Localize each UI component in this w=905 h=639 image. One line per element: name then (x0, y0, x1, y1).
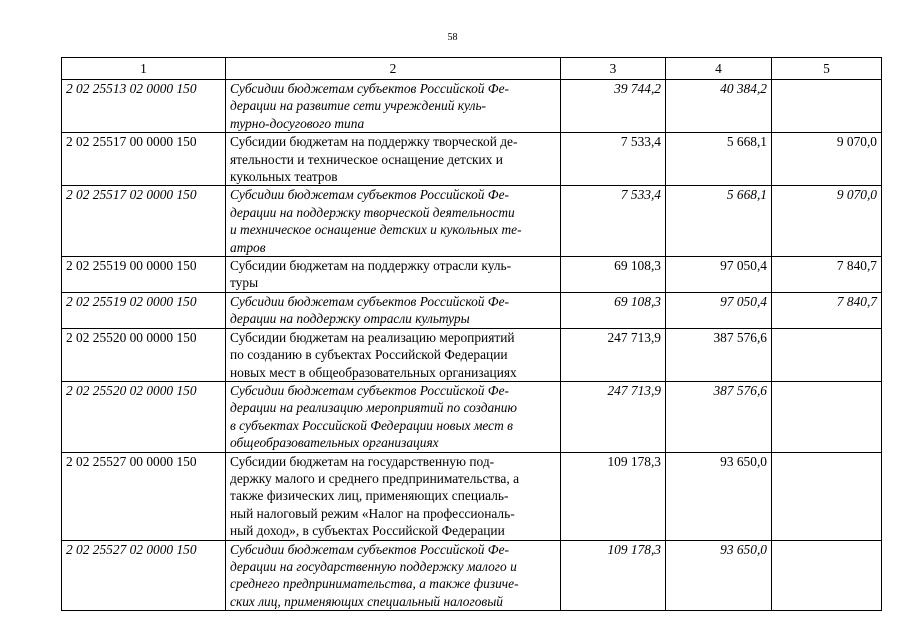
table-row (62, 381, 882, 452)
header-col-1: 1 (62, 58, 226, 80)
amount-col-4-cell: 387 576,6 (666, 381, 772, 452)
amount-col-5-cell: 9 070,0 (772, 186, 882, 257)
description-line: новых мест в общеобразовательных организациях (230, 364, 517, 380)
amount-col-3-cell: 69 108,3 (561, 292, 666, 328)
revenue-code-cell: 2 02 25520 00 0000 150 (62, 328, 226, 381)
amount-col-3-cell: 247 713,9 (561, 328, 666, 381)
amount-col-3-cell: 247 713,9 (561, 381, 666, 452)
description-line: Субсидии бюджетам на государственную под- (230, 453, 495, 469)
amount-col-3-cell: 7 533,4 (561, 186, 666, 257)
amount-col-3-cell: 39 744,2 (561, 80, 666, 133)
amount-col-5-cell: 7 840,7 (772, 257, 882, 293)
description-line: Субсидии бюджетам субъектов Российской Фе- (230, 81, 509, 96)
description-line: Субсидии бюджетам субъектов Российской Фе- (230, 541, 509, 557)
description-line: Субсидии бюджетам на поддержку творческой де- (230, 134, 518, 150)
revenue-description-cell (226, 133, 561, 186)
table-row (62, 133, 882, 186)
description-line: по созданию в субъектах Российской Федерации (230, 347, 508, 363)
description-line: Субсидии бюджетам субъектов Российской Фе- (230, 382, 509, 398)
revenue-description-cell (226, 381, 561, 452)
revenue-code-cell: 2 02 25517 00 0000 150 (62, 133, 226, 186)
description-line: дерации на поддержку творческой деятельности (230, 204, 515, 220)
amount-col-5-cell: 7 840,7 (772, 292, 882, 328)
revenue-description-cell (226, 540, 561, 611)
table-row (62, 328, 882, 381)
description-line: дерации на государственную поддержку малого и (230, 558, 517, 574)
description-line: дерации на развитие сети учреждений куль- (230, 98, 487, 114)
amount-col-5-cell (772, 328, 882, 381)
description-line: держку малого и среднего предпринимательства, а (230, 470, 520, 486)
amount-col-5-cell (772, 452, 882, 540)
table-row (62, 80, 882, 133)
description-line: ный доход», в субъектах Российской Федерации (230, 523, 505, 539)
budget-revenue-table (61, 57, 882, 611)
amount-col-3-cell: 109 178,3 (561, 452, 666, 540)
description-line: также физических лиц, применяющих специаль- (230, 488, 509, 504)
revenue-description-cell (226, 186, 561, 257)
amount-col-3-cell: 7 533,4 (561, 133, 666, 186)
revenue-code-cell: 2 02 25519 02 0000 150 (62, 292, 226, 328)
description-line: кукольных театров (230, 169, 338, 185)
table-row (62, 257, 882, 293)
description-line: дерации на поддержку отрасли культуры (230, 311, 470, 327)
amount-col-4-cell: 93 650,0 (666, 540, 772, 611)
page-number: 58 (447, 32, 458, 43)
amount-col-4-cell: 97 050,4 (666, 292, 772, 328)
header-col-2: 2 (226, 58, 561, 80)
description-line: дерации на реализацию мероприятий по созданию (230, 400, 517, 416)
description-line: туры (230, 275, 259, 291)
description-line: среднего предпринимательства, а также физиче- (230, 576, 519, 592)
amount-col-3-cell: 109 178,3 (561, 540, 666, 611)
description-line: ный налоговый режим «Налог на профессиональ- (230, 505, 515, 521)
header-col-3: 3 (561, 58, 666, 80)
description-line: Субсидии бюджетам на поддержку отрасли куль- (230, 258, 512, 274)
table-row (62, 540, 882, 611)
amount-col-3-cell: 69 108,3 (561, 257, 666, 293)
amount-col-4-cell: 5 668,1 (666, 133, 772, 186)
header-col-4: 4 (666, 58, 772, 80)
description-line: турно-досугового типа (230, 115, 365, 131)
description-line: Субсидии бюджетам на реализацию мероприятий (230, 329, 515, 345)
amount-col-5-cell (772, 540, 882, 611)
description-line: атров (230, 239, 266, 255)
description-line: Субсидии бюджетам субъектов Российской Фе- (230, 187, 509, 203)
revenue-description-cell (226, 452, 561, 540)
amount-col-4-cell: 40 384,2 (666, 80, 772, 133)
amount-col-5-cell (772, 381, 882, 452)
revenue-code-cell: 2 02 25513 02 0000 150 (62, 80, 226, 133)
amount-col-4-cell: 387 576,6 (666, 328, 772, 381)
table-body (62, 80, 882, 611)
table-header-row (62, 58, 882, 80)
revenue-code-cell: 2 02 25527 02 0000 150 (62, 540, 226, 611)
table-row (62, 186, 882, 257)
amount-col-5-cell (772, 80, 882, 133)
header-col-5: 5 (772, 58, 882, 80)
description-line: ятельности и техническое оснащение детских и (230, 151, 503, 167)
description-line: и техническое оснащение детских и кукольных те- (230, 222, 522, 238)
revenue-code-cell: 2 02 25517 02 0000 150 (62, 186, 226, 257)
amount-col-5-cell: 9 070,0 (772, 133, 882, 186)
table-row (62, 452, 882, 540)
revenue-code-cell: 2 02 25520 02 0000 150 (62, 381, 226, 452)
description-line: в субъектах Российской Федерации новых мест в (230, 417, 513, 433)
revenue-description-cell (226, 292, 561, 328)
revenue-description-cell (226, 328, 561, 381)
revenue-code-cell: 2 02 25527 00 0000 150 (62, 452, 226, 540)
amount-col-4-cell: 5 668,1 (666, 186, 772, 257)
description-line: общеобразовательных организациях (230, 435, 439, 451)
revenue-description-cell (226, 257, 561, 293)
revenue-code-cell: 2 02 25519 00 0000 150 (62, 257, 226, 293)
amount-col-4-cell: 93 650,0 (666, 452, 772, 540)
description-line: Субсидии бюджетам субъектов Российской Фе- (230, 293, 509, 309)
table-row (62, 292, 882, 328)
revenue-description-cell (226, 80, 561, 133)
amount-col-4-cell: 97 050,4 (666, 257, 772, 293)
description-line: ских лиц, применяющих специальный налоговый (230, 593, 503, 609)
